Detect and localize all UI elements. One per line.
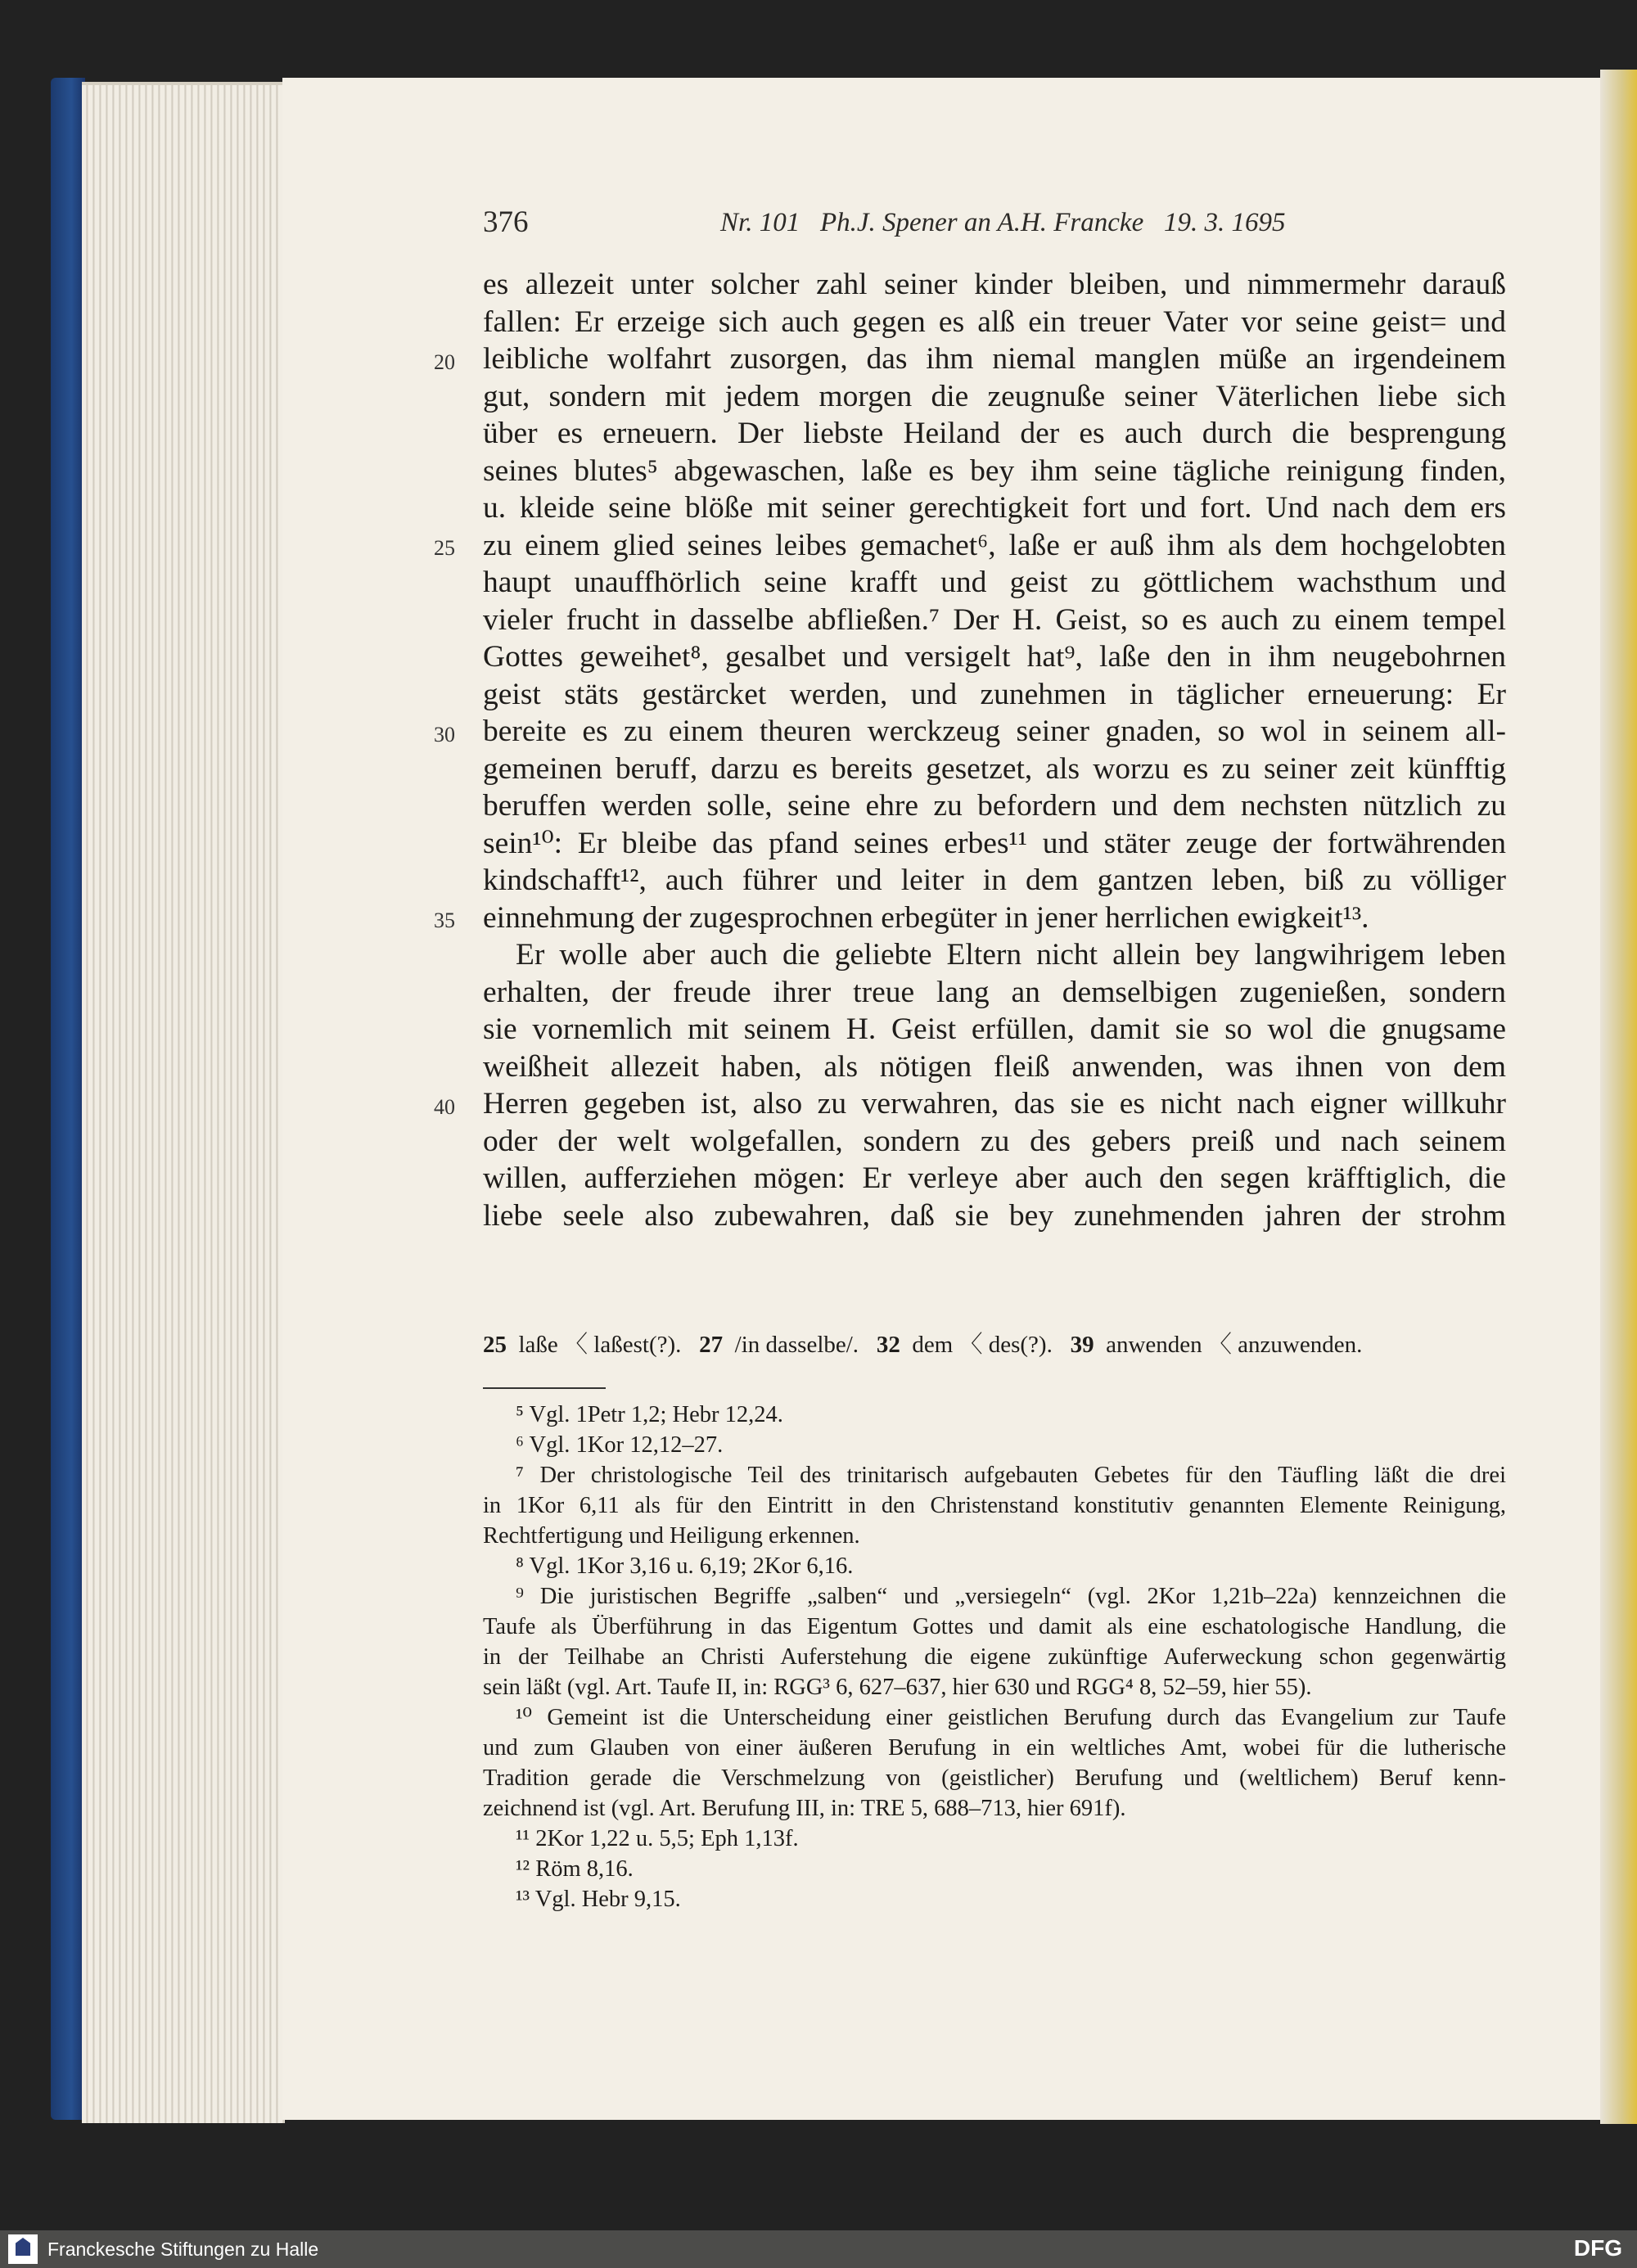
text-line: leibliche wolfahrt zusorgen, das ihm niemal manglen müße an irgendeinem [483,342,1506,376]
apparatus-entry: dem 〈 des(?). [912,1332,1053,1358]
text-line: Er wolle aber auch die geliebte Eltern nicht allein bey langwihrigem leben [516,938,1506,972]
footnote-line: zeichnend ist (vgl. Art. Berufung III, in: TRE 5, 688–713, hier 691f). [483,1796,1126,1821]
line-number: 35 [434,909,455,932]
text-line: weißheit allezeit haben, als nötigen fleiß anwenden, was ihnen von dem [483,1049,1506,1084]
footnote-line: in 1Kor 6,11 als für den Eintritt in den Christenstand konstitutiv genannten Elemente Reinigung, [483,1493,1506,1518]
page-edges [82,82,285,2123]
text-line: gut, sondern mit jedem morgen die zeugnuße seiner Väterlichen liebe sich [483,379,1506,413]
text-line: oder der welt wolgefallen, sondern zu des gebers preiß und nach seinem [483,1124,1506,1158]
running-header [483,205,1301,246]
line-number: 25 [434,536,455,560]
institution-name: Franckesche Stiftungen zu Halle [47,2239,319,2260]
apparatus-line-ref: 32 [876,1332,900,1358]
text-line: vieler frucht in dasselbe abfließen.⁷ Der H. Geist, so es auch zu einem tempel [483,602,1506,637]
text-line: sie vornemlich mit seinem H. Geist erfüllen, damit sie so wol die gnugsame [483,1012,1506,1046]
running-title: Nr. 101 Ph.J. Spener an A.H. Francke 19. 3. 1695 [720,208,1286,237]
text-line: es allezeit unter solcher zahl seiner kinder bleiben, und nimmermehr darauß [483,268,1506,301]
footnote-line: ⁷ Der christologische Teil des trinitarisch aufgebauten Gebetes für den Täufling läßt die drei [516,1463,1506,1488]
book-cover-edge [51,78,85,2120]
page-number: 376 [483,205,529,239]
viewer-footer [0,2230,1637,2268]
footnote-line: ¹² Röm 8,16. [516,1856,634,1882]
footnote-line: ⁹ Die juristischen Begriffe „salben“ und „versiegeln“ (vgl. 2Kor 1,21b–22a) kennzeichnen die [516,1584,1506,1609]
text-line: kindschafft¹², auch führer und leiter in dem gantzen leben, biß zu völliger [483,863,1506,897]
text-line: über es erneuern. Der liebste Heiland der es auch durch die besprengung [483,417,1506,450]
line-number: 30 [434,723,455,746]
text-line: haupt unauffhörlich seine krafft und geist zu göttlichem wachsthum und [483,566,1506,599]
text-line: liebe seele also zubewahren, daß sie bey zunehmenden jahren der strohm [483,1198,1506,1233]
text-line: willen, aufferziehen mögen: Er verleye aber auch den segen kräfftiglich, die [483,1161,1506,1195]
footnote-line: ⁶ Vgl. 1Kor 12,12–27. [516,1432,724,1458]
dfg-badge: DFG [1573,2235,1622,2261]
text-line: u. kleide seine blöße mit seiner gerechtigkeit fort und fort. Und nach dem ers [483,491,1506,525]
footnote-line: ⁸ Vgl. 1Kor 3,16 u. 6,19; 2Kor 6,16. [516,1553,854,1579]
footnote-line: Taufe als Überführung in das Eigentum Gottes und damit als eine eschatologische Handlung, die [483,1614,1506,1639]
apparatus-line-ref: 25 [483,1332,507,1358]
text-line: fallen: Er erzeige sich auch gegen es alß ein treuer Vater vor seine geist= und [483,304,1506,339]
footnote-line: und zum Glauben von einer äußeren Berufung in ein weltliches Amt, wobei für die lutherische [483,1735,1506,1761]
footnote-rule [483,1387,606,1389]
text-line: bereite es zu einem theuren werckzeug seiner gnaden, so wol in seinem all- [483,715,1506,748]
apparatus-line-ref: 39 [1070,1332,1094,1358]
text-line: seines blutes⁵ abgewaschen, laße es bey ihm seine tägliche reinigung finden, [483,453,1506,488]
apparatus-entry: anwenden 〈 anzuwenden. [1106,1332,1363,1358]
footnote-line: Rechtfertigung und Heiligung erkennen. [483,1523,860,1549]
text-line: zu einem glied seines leibes gemachet⁶, laße er auß ihm als dem hochgelobten [483,528,1506,562]
footnote-line: Tradition gerade die Verschmelzung von (geistlicher) Berufung und (weltlichem) Beruf kenn- [483,1765,1506,1791]
footnote-line: ¹¹ 2Kor 1,22 u. 5,5; Eph 1,13f. [516,1826,799,1851]
main-text [483,266,1506,1234]
apparatus-line-ref: 27 [699,1332,724,1358]
text-line: Gottes geweihet⁸, gesalbet und versigelt hat⁹, laße den in ihm neugebohrnen [483,640,1506,674]
apparatus-entry: /in dasselbe/. [734,1332,859,1358]
footnote-line: ¹⁰ Gemeint ist die Unterscheidung einer geistlichen Berufung durch das Evangelium zur Taufe [516,1705,1506,1730]
text-line: beruffen werden solle, seine ehre zu befordern und dem nechsten nützlich zu [483,789,1506,823]
critical-apparatus [483,1326,1506,1359]
footnote-line: ⁵ Vgl. 1Petr 1,2; Hebr 12,24. [516,1402,783,1427]
apparatus-entry: laße 〈 laßest(?). [518,1332,682,1358]
line-number: 40 [434,1095,455,1119]
footnote-line: ¹³ Vgl. Hebr 9,15. [516,1887,681,1912]
text-line: Herren gegeben ist, also zu verwahren, das sie es nicht nach eigner willkuhr [483,1087,1506,1120]
footnote-line: sein läßt (vgl. Art. Taufe II, in: RGG³ 6, 627–637, hier 630 und RGG⁴ 8, 52–59, hier 55). [483,1675,1312,1700]
text-line: geist stäts gestärcket werden, und zunehmen in täglicher erneuerung: Er [483,677,1506,711]
text-line: erhalten, der freude ihrer treue lang an demselbigen zugenießen, sondern [483,975,1506,1009]
institution-logo-icon [8,2234,38,2264]
line-number: 20 [434,350,455,374]
text-line: sein¹⁰: Er bleibe das pfand seines erbes¹¹ und stäter zeuge der fortwährenden [483,826,1506,860]
footnotes [483,1400,1506,1914]
text-line: einnehmung der zugesprochnen erbegüter in jener herrlichen ewigkeit¹³. [483,900,1369,935]
text-line: gemeinen beruff, darzu es bereits gesetzet, als worzu es zu seiner zeit künfftig [483,751,1506,786]
footnote-line: in der Teilhabe an Christi Auferstehung die eigene zukünftige Auferweckung schon gegenwärtig [483,1644,1506,1670]
facing-page-edge [1600,70,1637,2124]
